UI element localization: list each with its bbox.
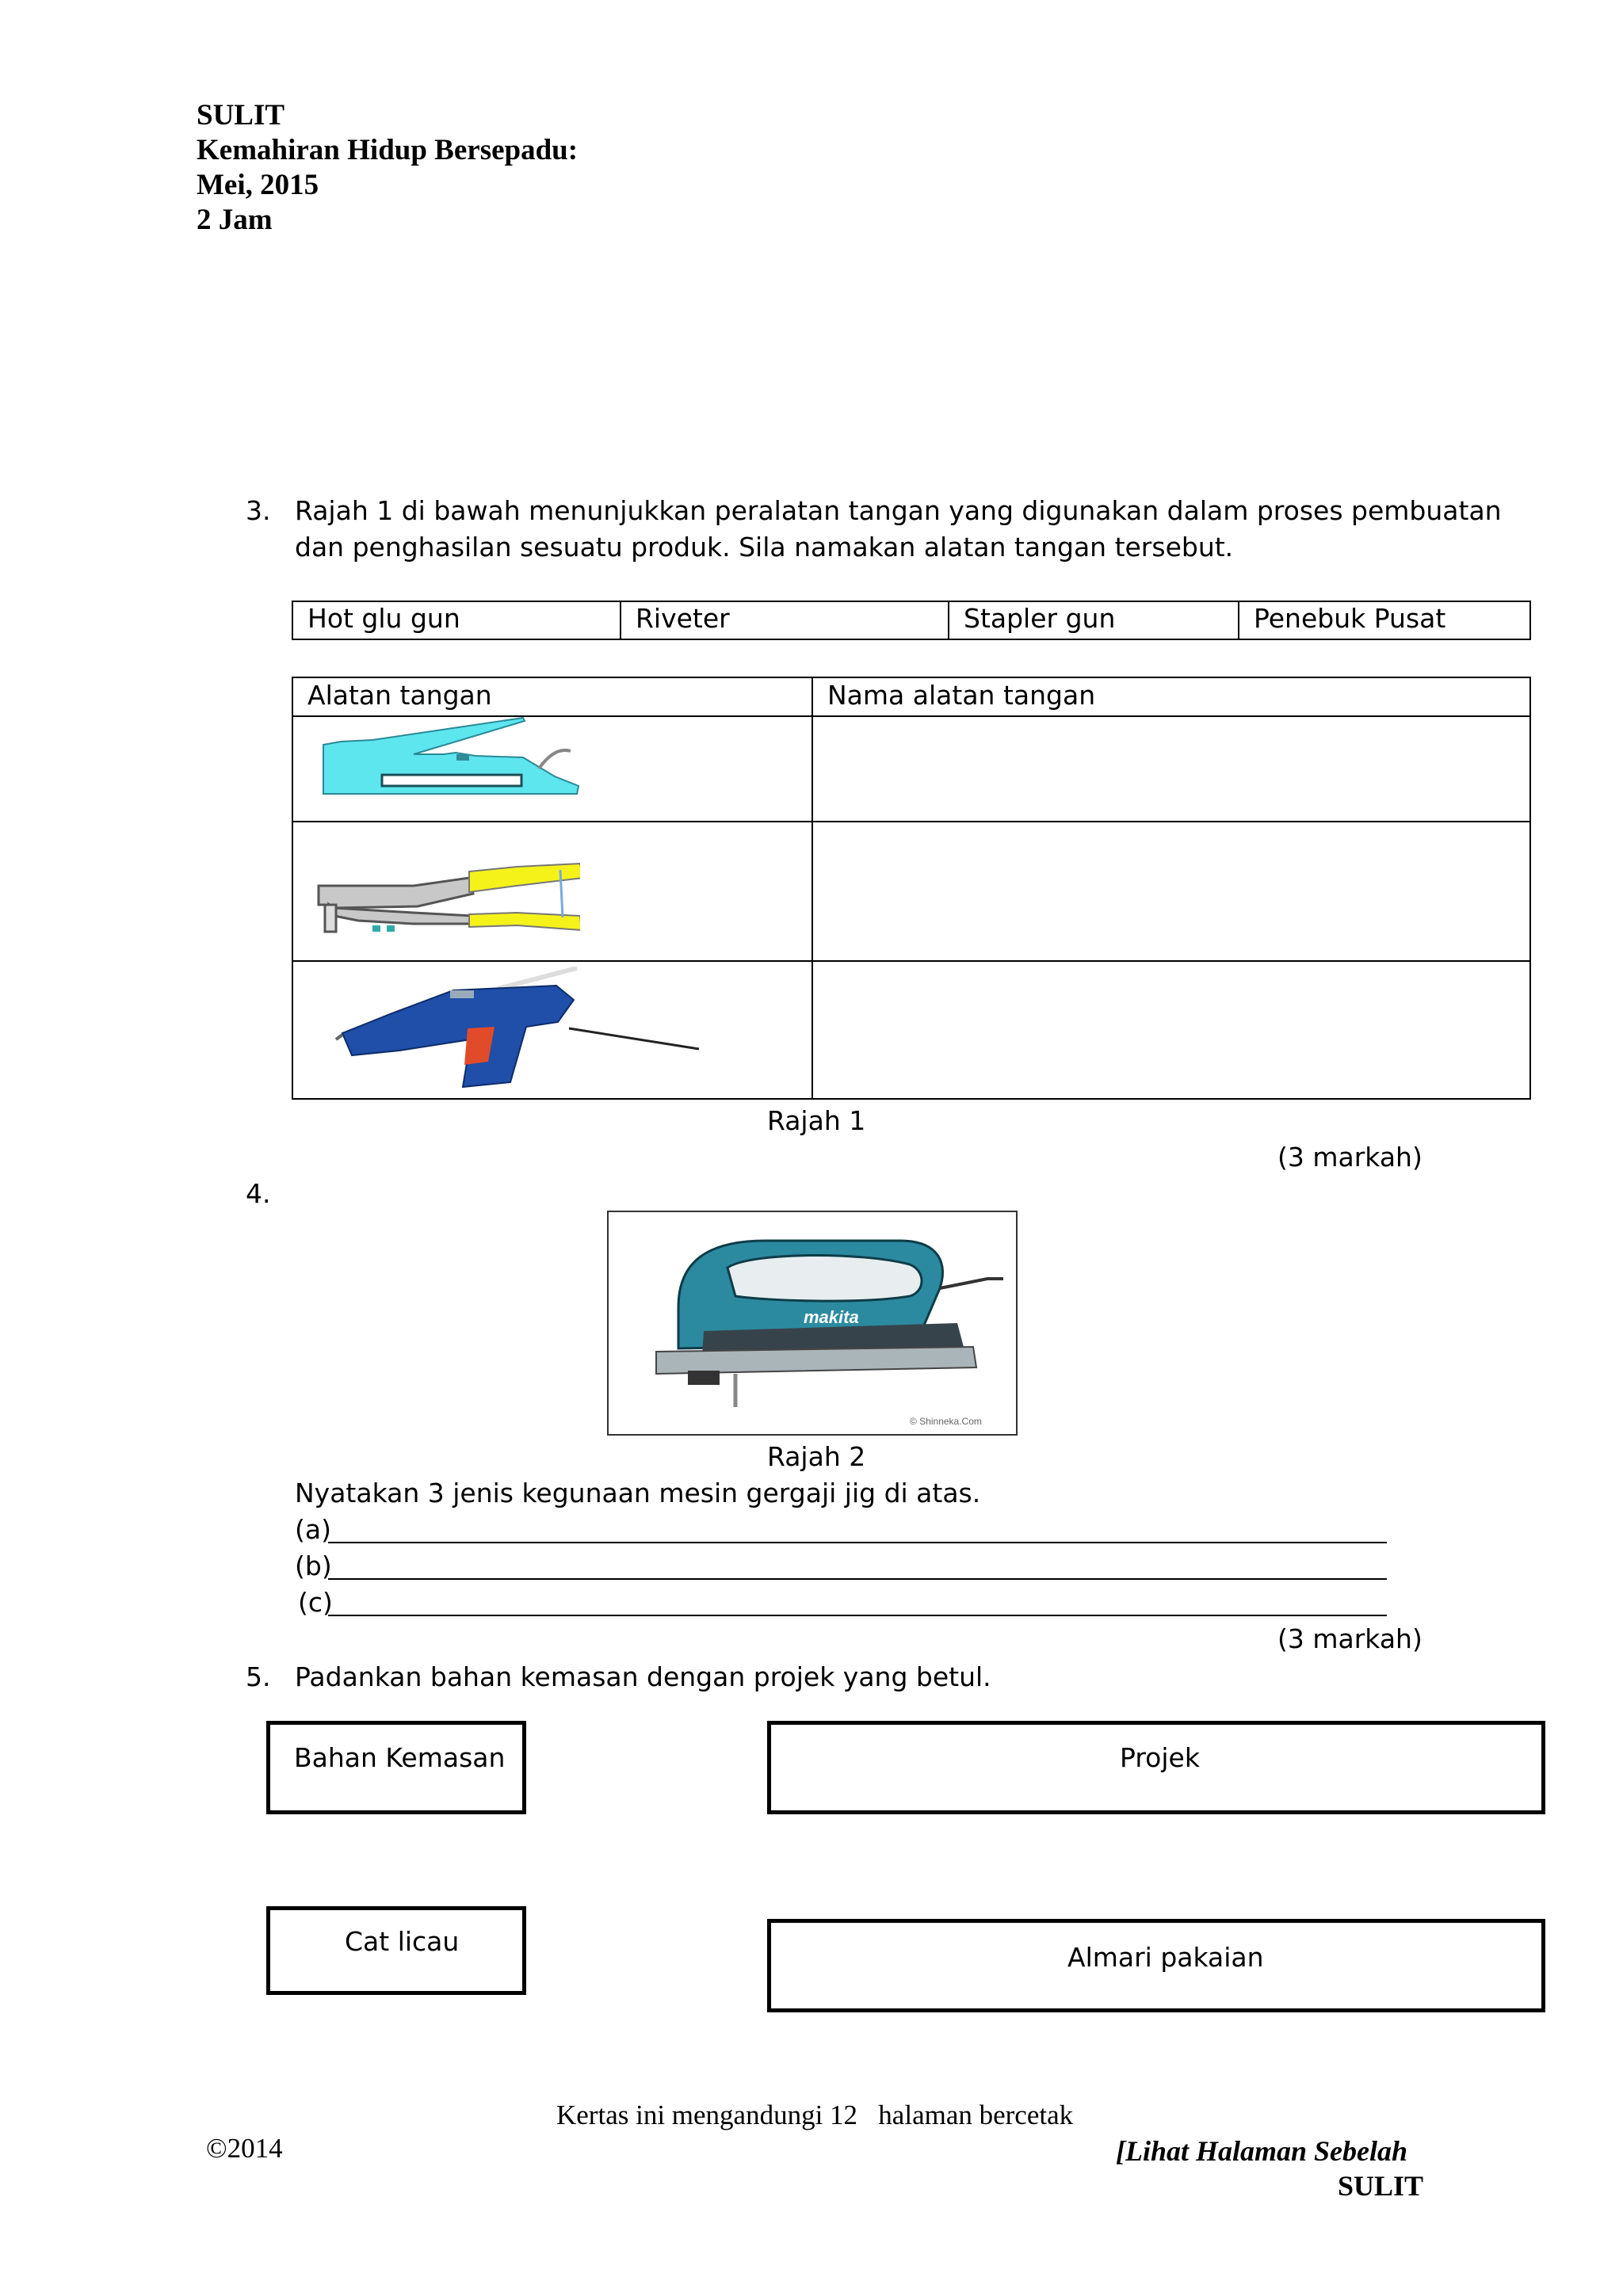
table-divider — [292, 960, 1531, 962]
question-number: 4. — [246, 1178, 271, 1209]
project-item: Almari pakaian — [1067, 1942, 1264, 1973]
table-header-name: Nama alatan tangan — [827, 680, 1096, 711]
jigsaw-icon — [609, 1212, 1016, 1434]
option-label: Stapler gun — [964, 603, 1116, 634]
question-text-line1: Rajah 1 di bawah menunjukkan peralatan tangan yang digunakan dalam proses pembuatan — [295, 495, 1502, 526]
option-label: Riveter — [636, 603, 730, 634]
question-text: Padankan bahan kemasan dengan projek yang betul. — [295, 1661, 991, 1692]
table-divider — [292, 821, 1531, 822]
answer-label-c: (c) — [298, 1587, 333, 1618]
stapler-gun-icon — [317, 716, 586, 803]
option-label: Penebuk Pusat — [1254, 603, 1446, 634]
project-header: Projek — [1120, 1742, 1200, 1773]
page-count-note: Kertas ini mengandungi 12 halaman bercetak — [556, 2100, 1074, 2130]
hot-glue-gun-icon — [331, 967, 720, 1093]
exam-duration: 2 Jam — [197, 204, 273, 236]
subject-label: Kemahiran Hidup Bersepadu: — [197, 134, 579, 166]
finishing-material-header: Bahan Kemasan — [294, 1742, 506, 1773]
table-divider — [812, 677, 813, 1100]
brand-logo: makita — [804, 1307, 859, 1327]
project-header-box — [767, 1721, 1545, 1814]
table-header-tool: Alatan tangan — [307, 680, 492, 711]
answer-label-b: (b) — [295, 1550, 332, 1581]
classification-label: SULIT — [197, 99, 285, 132]
answer-line-c[interactable] — [328, 1615, 1387, 1616]
question-number: 3. — [246, 495, 271, 526]
question-number: 5. — [246, 1661, 271, 1692]
project-item-box[interactable] — [767, 1919, 1545, 2012]
finishing-material-item: Cat licau — [345, 1926, 460, 1957]
figure-caption: Rajah 2 — [767, 1441, 866, 1472]
finishing-material-header-box — [266, 1721, 526, 1814]
figure-caption: Rajah 1 — [767, 1105, 866, 1136]
answer-line-a[interactable] — [328, 1542, 1387, 1543]
question-text-line2: dan penghasilan sesuatu produk. Sila namakan alatan tangan tersebut. — [295, 532, 1234, 563]
finishing-material-item-box[interactable] — [266, 1906, 526, 1995]
question-text: Nyatakan 3 jenis kegunaan mesin gergaji jig di atas. — [295, 1478, 981, 1508]
jigsaw-image-frame — [607, 1211, 1018, 1436]
marks-label: (3 markah) — [1277, 1623, 1423, 1654]
riveter-icon — [311, 852, 580, 955]
image-watermark: © Shinneka.Com — [910, 1416, 982, 1427]
footer-classification: SULIT — [1338, 2170, 1424, 2202]
option-label: Hot glu gun — [307, 603, 460, 634]
copyright: ©2014 — [206, 2133, 283, 2164]
answer-label-a: (a) — [295, 1514, 331, 1545]
marks-label: (3 markah) — [1277, 1142, 1423, 1173]
next-page-note: [Lihat Halaman Sebelah — [1116, 2135, 1408, 2167]
exam-date: Mei, 2015 — [197, 169, 319, 201]
answer-line-b[interactable] — [328, 1578, 1387, 1580]
